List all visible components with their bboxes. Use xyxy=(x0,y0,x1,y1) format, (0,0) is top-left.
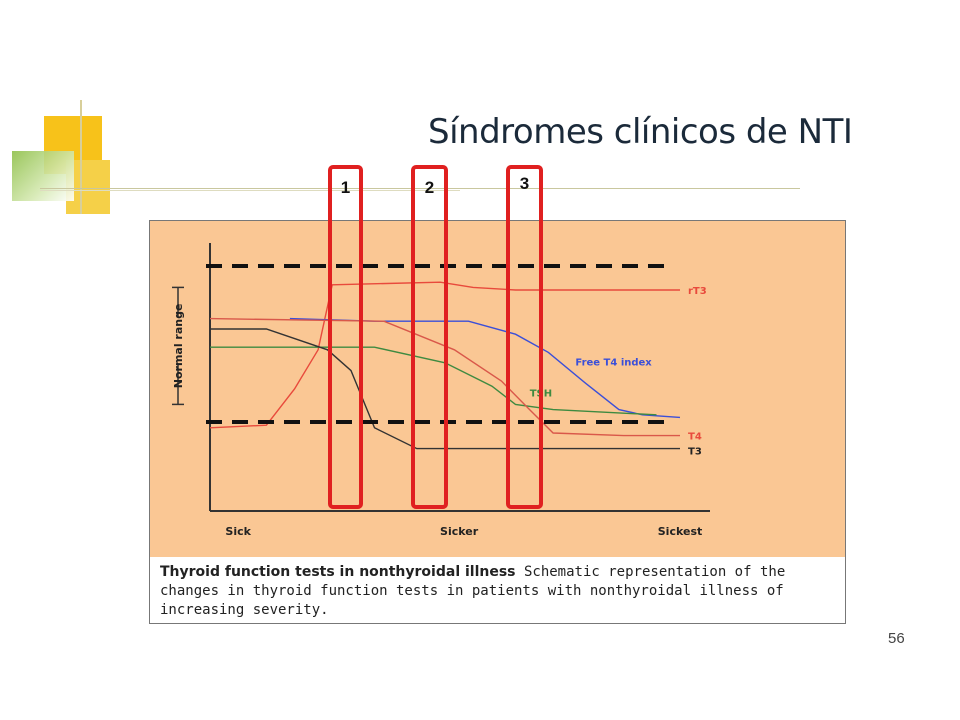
highlight-label-3: 3 xyxy=(519,174,530,193)
title-underline xyxy=(40,188,800,189)
series-label: Free T4 index xyxy=(575,357,652,369)
x-tick-label: Sicker xyxy=(440,525,479,538)
caption-title: Thyroid function tests in nonthyroidal illness xyxy=(160,564,516,580)
series-line xyxy=(210,282,680,428)
chart-plot xyxy=(150,221,846,557)
series-line xyxy=(210,319,680,436)
figure-caption xyxy=(150,557,845,624)
x-tick-label: Sick xyxy=(225,525,251,538)
slide-title: Síndromes clínicos de NTI xyxy=(428,112,853,152)
decorative-vertical-line xyxy=(80,100,82,214)
y-axis-label: Normal range xyxy=(172,303,185,389)
series-label: TSH xyxy=(529,388,553,400)
decorative-square-green xyxy=(12,151,74,201)
page-number: 56 xyxy=(888,630,905,647)
highlight-label-1: 1 xyxy=(340,178,351,197)
series-label: T3 xyxy=(688,446,702,458)
x-tick-label: Sickest xyxy=(657,525,703,538)
series-label: rT3 xyxy=(688,286,707,297)
highlight-label-2: 2 xyxy=(424,178,435,197)
title-underline-secondary xyxy=(40,190,460,191)
caption-text: Schematic representation of the changes in thyroid function tests in patients with nonthyroidal illness of increasing severity. xyxy=(160,564,786,618)
chart-figure xyxy=(149,220,846,624)
series-label: T4 xyxy=(688,431,702,443)
